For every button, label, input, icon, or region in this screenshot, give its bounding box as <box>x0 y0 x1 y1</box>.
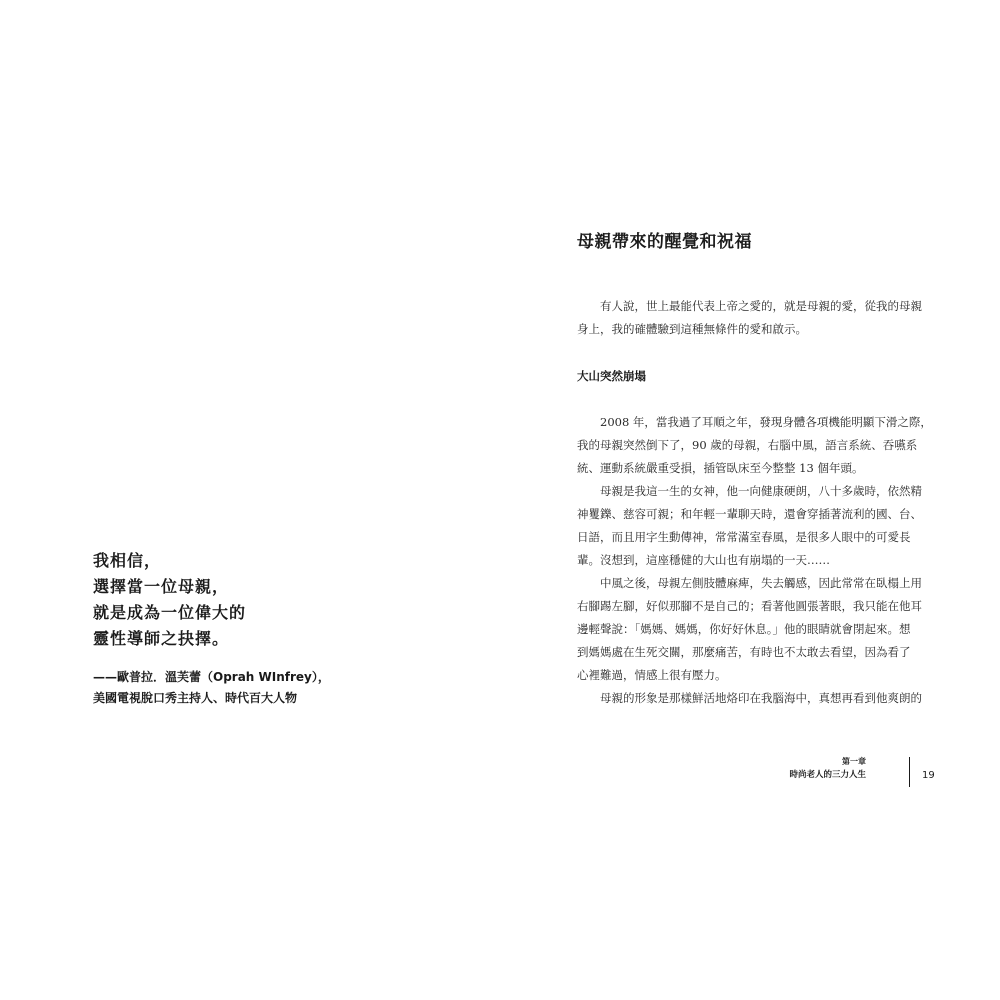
attribution-line: 美國電視脫口秀主持人、時代百大人物 <box>93 691 298 705</box>
body-text <box>577 411 942 710</box>
body-line: 神矍鑠、慈容可親；和年輕一輩聊天時，還會穿插著流利的國、台、 <box>577 507 922 521</box>
body-line: 2008 年，當我過了耳順之年，發現身體各項機能明顯下滑之際， <box>600 415 932 429</box>
body-line: 中風之後，母親左側肢體麻痺，失去觸感，因此常常在臥榻上用 <box>600 576 922 590</box>
body-line: 到媽媽處在生死交關，那麼痛苦，有時也不太敢去看望，因為看了 <box>577 645 911 659</box>
quote-line: 就是成為一位偉大的 <box>93 603 247 622</box>
body-line: 右腳踢左腳，好似那腳不是自己的；看著他圓張著眼，我只能在他耳 <box>577 599 922 613</box>
body-line: 輩。沒想到，這座穩健的大山也有崩塌的一天…… <box>577 553 830 567</box>
epigraph-attribution <box>93 667 393 709</box>
intro-line: 有人說，世上最能代表上帝之愛的，就是母親的愛，從我的母親 <box>600 299 922 313</box>
quote-line: 我相信， <box>93 551 162 570</box>
body-line: 母親的形象是那樣鮮活地烙印在我腦海中，真想再看到他爽朗的 <box>600 691 922 705</box>
body-line: 心裡難過，情感上很有壓力。 <box>577 668 727 682</box>
epigraph-quote <box>93 548 393 652</box>
body-line: 邊輕聲說：「媽媽、媽媽，你好好休息。」他的眼睛就會閉起來。想 <box>577 622 911 636</box>
footer-divider <box>909 757 910 787</box>
quote-line: 選擇當一位母親， <box>93 577 230 596</box>
footer-text <box>789 756 866 782</box>
page-number: 19 <box>922 770 935 781</box>
section-heading: 大山突然崩塌 <box>577 369 646 383</box>
chapter-title: 母親帶來的醒覺和祝福 <box>577 232 752 252</box>
body-line: 統、運動系統嚴重受損，插管臥床至今整整 13 個年頭。 <box>577 461 864 475</box>
body-line: 日語，而且用字生動傳神，常常滿室春風，是很多人眼中的可愛長 <box>577 530 911 544</box>
body-line: 母親是我這一生的女神，他一向健康硬朗，八十多歲時，依然精 <box>600 484 922 498</box>
intro-line: 身上，我的確體驗到這種無條件的愛和啟示。 <box>577 322 807 336</box>
footer-book-title: 時尚老人的三力人生 <box>789 770 866 780</box>
body-line: 我的母親突然倒下了，90 歲的母親，右腦中風，語言系統、吞嚥系 <box>577 438 918 452</box>
footer-chapter-label: 第一章 <box>842 757 866 766</box>
intro-paragraph <box>577 295 942 341</box>
attribution-line: ——歐普拉．溫芙蕾（Oprah WInfrey）， <box>93 670 330 684</box>
quote-line: 靈性導師之抉擇。 <box>93 629 230 648</box>
